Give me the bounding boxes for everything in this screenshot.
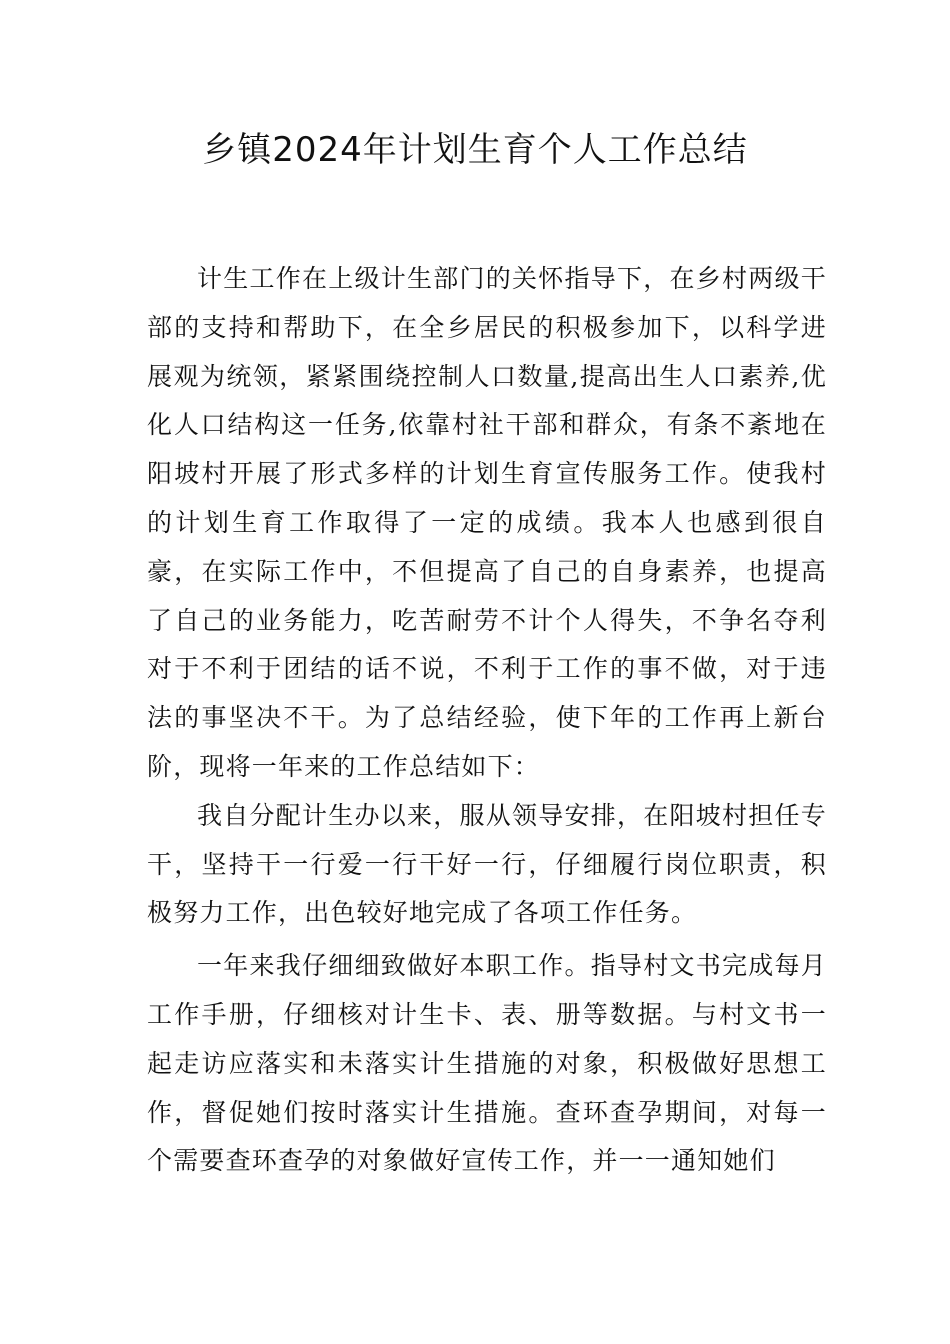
document-title: 乡镇2024年计划生育个人工作总结 xyxy=(202,130,748,170)
paragraph-assignment: 我自分配计生办以来，服从领导安排，在阳坡村担任专干，坚持干一行爱一行干好一行，仔细履行岗位职责，积极努力工作，出色较好地完成了各项工作任务。 xyxy=(147,800,827,928)
paragraph-intro: 计生工作在上级计生部门的关怀指导下，在乡村两级干部的支持和帮助下，在全乡居民的积极参加下，以科学进展观为统领，紧紧围绕控制人口数量,提高出生人口素养,优化人口结构这一任务,依靠村社干部和群众，有条不紊地在阳坡村开展了形式多样的计划生育宣传服务工作。使我村的计划生育工作取得了一定的成绩。我本人也感到很自豪，在实际工作中，不但提高了自己的自身素养，也提高了自己的业务能力，吃苦耐劳不计个人得失，不争名夺利对于不利于团结的话不说，不利于工作的事不做，对于违法的事坚决不干。为了总结经验，使下年的工作再上新台阶，现将一年来的工作总结如下： xyxy=(147,264,827,781)
document-body xyxy=(147,255,827,1186)
paragraph-duties: 一年来我仔细细致做好本职工作。指导村文书完成每月工作手册，仔细核对计生卡、表、册等数据。与村文书一起走访应落实和未落实计生措施的对象，积极做好思想工作，督促她们按时落实计生措施。查环查孕期间，对每一个需要查环查孕的对象做好宣传工作，并一一通知她们 xyxy=(147,951,827,1176)
